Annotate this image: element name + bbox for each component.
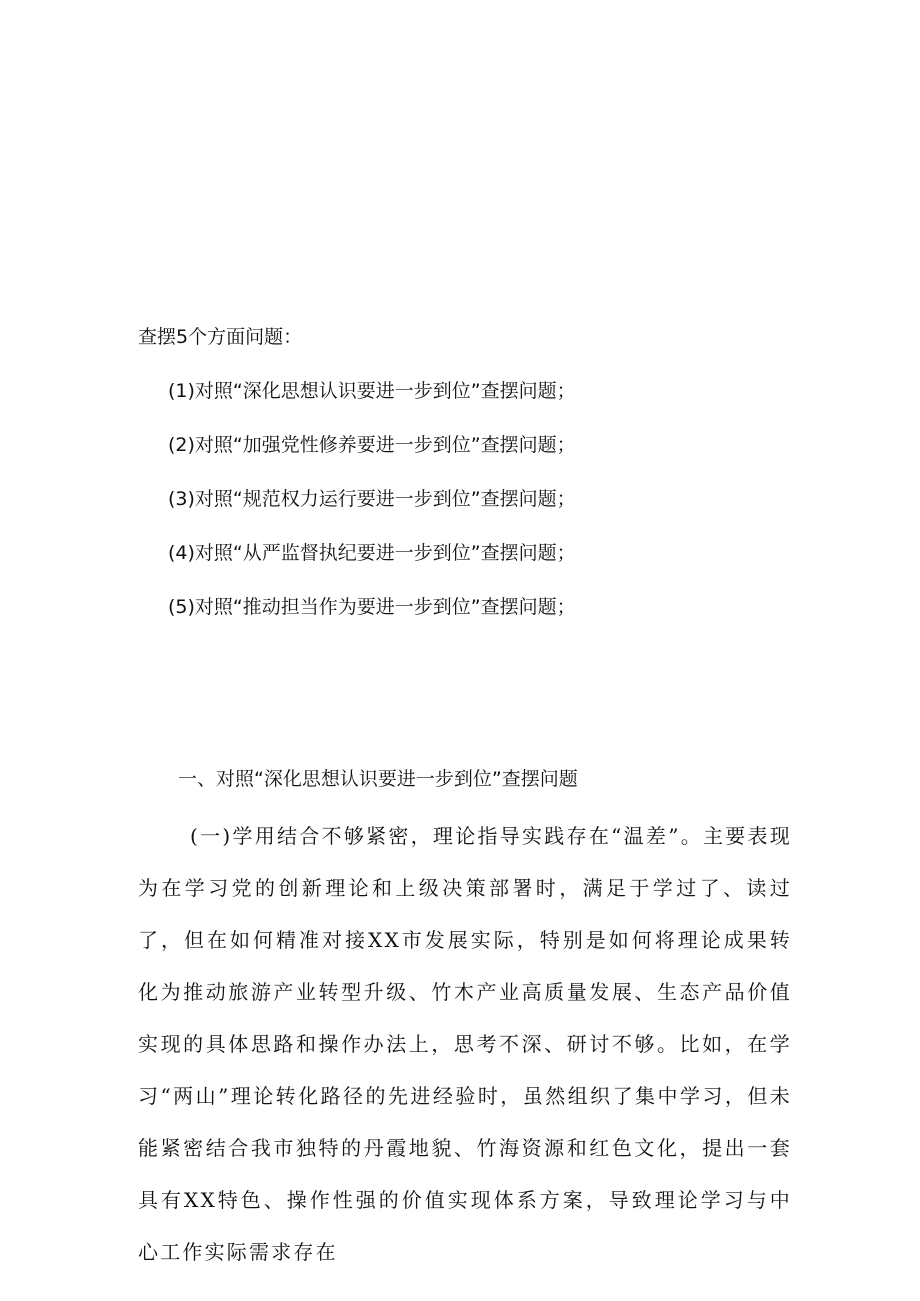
list-item: (3)对照“规范权力运行要进一步到位”查摆问题；: [168, 488, 576, 510]
body-paragraph: (一)学用结合不够紧密，理论指导实践存在“温差”。主要表现为在学习党的创新理论和上级决策部署时，满足于学过了、读过了，但在如何精准对接XX市发展实际，特别是如何将理论成果转化为推动旅游产业转型升级、竹木产业高质量发展、生态产品价值实现的具体思路和操作办法上，思考不深、研讨不够。比如，在学习“两山”理论转化路径的先进经验时，虽然组织了集中学习，但未能紧密结合我市独特的丹霞地貌、竹海资源和红色文化，提出一套具有XX特色、操作性强的价值实现体系方案，导致理论学习与中心工作实际需求存在: [138, 824, 792, 1264]
list-item: (2)对照“加强党性修养要进一步到位”查摆问题；: [168, 434, 576, 456]
issue-list: [168, 376, 576, 646]
intro-title: 查摆5个方面问题：: [138, 326, 303, 348]
section-heading: 一、对照“深化思想认识要进一步到位”查摆问题: [178, 768, 578, 790]
list-item: (5)对照“推动担当作为要进一步到位”查摆问题；: [168, 596, 576, 618]
list-item: (1)对照“深化思想认识要进一步到位”查摆问题；: [168, 380, 576, 402]
list-item: (4)对照“从严监督执纪要进一步到位”查摆问题；: [168, 542, 576, 564]
